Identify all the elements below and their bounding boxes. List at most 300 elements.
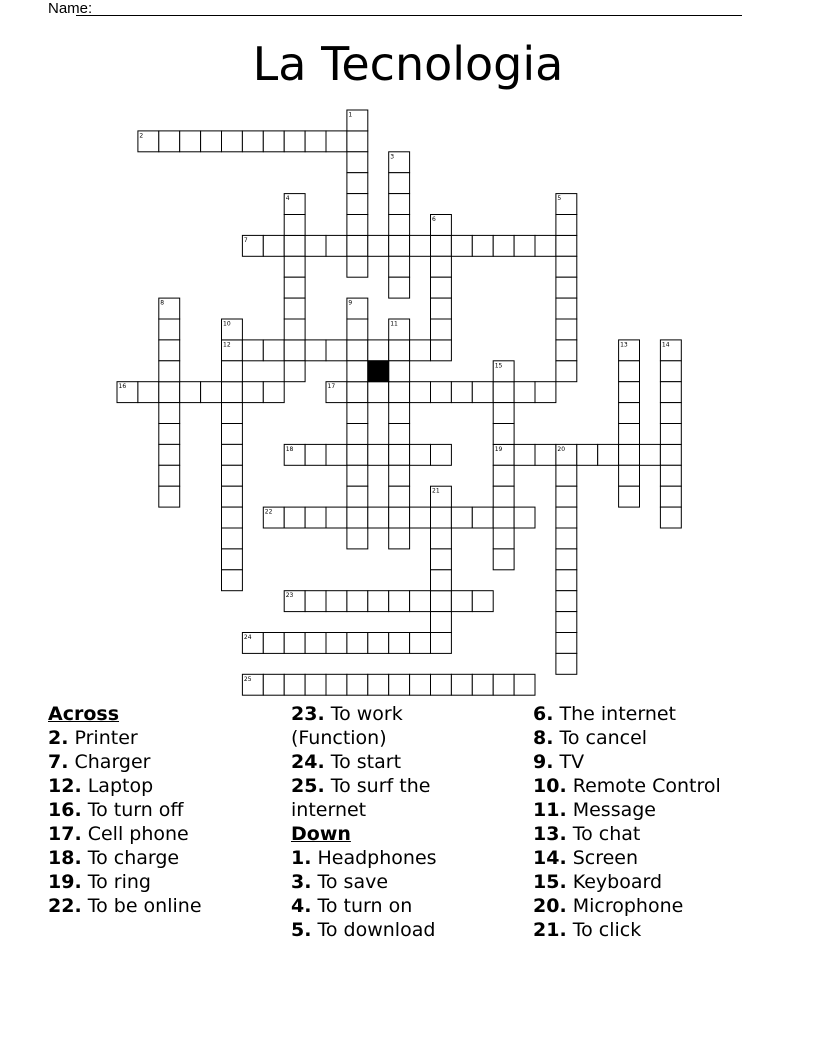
grid-cell[interactable] [347, 444, 368, 465]
grid-cell[interactable] [263, 340, 284, 361]
grid-cell[interactable] [660, 486, 681, 507]
clue-item [291, 702, 491, 750]
grid-cell[interactable] [305, 591, 326, 612]
grid-cell[interactable] [389, 528, 410, 549]
clue-item [48, 846, 278, 870]
grid-cell[interactable] [284, 277, 305, 298]
grid-cell[interactable] [347, 674, 368, 695]
clue-number-label: 8 [160, 299, 165, 307]
grid-cell[interactable] [347, 340, 368, 361]
grid-cell[interactable] [660, 403, 681, 424]
grid-cell[interactable] [619, 486, 640, 507]
grid-cell[interactable] [389, 173, 410, 194]
grid-cell[interactable] [556, 277, 577, 298]
grid-cell[interactable] [326, 235, 347, 256]
clue-number: 20. [533, 895, 567, 917]
grid-cell[interactable] [347, 256, 368, 277]
grid-cell[interactable] [368, 382, 389, 403]
grid-cell[interactable] [159, 131, 180, 152]
grid-cell[interactable] [159, 465, 180, 486]
grid-cell[interactable] [577, 444, 598, 465]
grid-cell[interactable] [347, 194, 368, 215]
grid-cell[interactable] [368, 340, 389, 361]
grid-cell[interactable] [284, 215, 305, 236]
clue-text: To surf the internet [291, 775, 431, 821]
grid-cell[interactable] [660, 444, 681, 465]
clue-text: Microphone [572, 895, 684, 917]
grid-cell[interactable] [472, 507, 493, 528]
grid-cell[interactable] [284, 256, 305, 277]
grid-cell[interactable] [431, 256, 452, 277]
grid-cell[interactable] [389, 403, 410, 424]
grid-cell[interactable] [619, 382, 640, 403]
clue-number: 4. [291, 895, 312, 917]
grid-cell[interactable] [368, 674, 389, 695]
grid-cell[interactable] [660, 382, 681, 403]
grid-cell[interactable] [451, 674, 472, 695]
clue-number: 15. [533, 871, 567, 893]
grid-cell[interactable] [451, 507, 472, 528]
grid-cell[interactable] [493, 465, 514, 486]
grid-cell[interactable] [410, 507, 431, 528]
clue-number: 7. [48, 751, 69, 773]
across-clue-list [48, 726, 278, 918]
grid-cell[interactable] [222, 528, 243, 549]
grid-cell[interactable] [556, 361, 577, 382]
clue-number-label: 2 [139, 132, 144, 140]
clue-item [291, 774, 491, 822]
grid-cell[interactable] [222, 424, 243, 445]
grid-cell[interactable] [493, 424, 514, 445]
grid-cell[interactable] [347, 633, 368, 654]
clue-number: 22. [48, 895, 82, 917]
grid-cell[interactable] [347, 131, 368, 152]
grid-cell[interactable] [410, 674, 431, 695]
grid-cell[interactable] [514, 507, 535, 528]
grid-cell[interactable] [347, 173, 368, 194]
grid-cell[interactable] [556, 507, 577, 528]
clue-text: Charger [74, 751, 151, 773]
grid-cell[interactable] [472, 235, 493, 256]
grid-cell[interactable] [368, 633, 389, 654]
grid-cell[interactable] [640, 444, 661, 465]
grid-cell[interactable] [431, 507, 452, 528]
grid-cell[interactable] [347, 215, 368, 236]
clue-number-label: 14 [661, 341, 670, 349]
grid-cell[interactable] [556, 298, 577, 319]
grid-cell[interactable] [305, 444, 326, 465]
grid-cell[interactable] [222, 507, 243, 528]
grid-cell[interactable] [389, 215, 410, 236]
clue-text: Keyboard [572, 871, 663, 893]
grid-cell[interactable] [347, 235, 368, 256]
grid-cell[interactable] [431, 444, 452, 465]
clue-number-label: 11 [390, 320, 398, 328]
grid-cell[interactable] [431, 382, 452, 403]
grid-cell[interactable] [284, 361, 305, 382]
grid-cell[interactable] [514, 444, 535, 465]
across-clue-list-continued [291, 702, 491, 822]
grid-cell[interactable] [535, 444, 556, 465]
clue-text: TV [559, 751, 585, 773]
grid-cell[interactable] [389, 633, 410, 654]
clue-number-label: 6 [432, 216, 436, 223]
grid-cell[interactable] [389, 591, 410, 612]
grid-cell[interactable] [284, 131, 305, 152]
grid-cell[interactable] [472, 674, 493, 695]
grid-cell[interactable] [556, 570, 577, 591]
grid-cell[interactable] [263, 674, 284, 695]
grid-cell[interactable] [347, 403, 368, 424]
clues-column-1 [48, 702, 278, 918]
grid-cell[interactable] [493, 674, 514, 695]
clue-item [533, 798, 803, 822]
clue-text: Screen [572, 847, 639, 869]
clue-number: 17. [48, 823, 82, 845]
clue-number-label: 18 [285, 445, 294, 453]
clue-number: 3. [291, 871, 312, 893]
grid-cell[interactable] [389, 465, 410, 486]
clue-text: To chat [572, 823, 641, 845]
clue-text: Remote Control [572, 775, 721, 797]
clue-item [533, 774, 803, 798]
grid-cell[interactable] [284, 319, 305, 340]
grid-cell[interactable] [472, 591, 493, 612]
grid-cell[interactable] [431, 549, 452, 570]
clue-number: 2. [48, 727, 69, 749]
clue-text: To turn off [87, 799, 184, 821]
grid-cell[interactable] [222, 486, 243, 507]
grid-cell[interactable] [180, 131, 201, 152]
grid-cell[interactable] [389, 340, 410, 361]
grid-cell[interactable] [431, 298, 452, 319]
clues-column-3 [533, 702, 803, 942]
clue-text: Headphones [317, 847, 437, 869]
clue-number-label: 15 [494, 362, 503, 370]
clue-number: 25. [291, 775, 325, 797]
grid-cell[interactable] [556, 653, 577, 674]
grid-cell[interactable] [410, 382, 431, 403]
grid-cell[interactable] [159, 444, 180, 465]
grid-cell[interactable] [347, 465, 368, 486]
clue-item [533, 822, 803, 846]
clue-text: To cancel [559, 727, 648, 749]
grid-cell[interactable] [284, 340, 305, 361]
page-title: La Tecnologia [252, 37, 564, 91]
clue-number-label: 5 [557, 195, 562, 203]
grid-cell[interactable] [201, 131, 222, 152]
grid-cell[interactable] [263, 131, 284, 152]
grid-cell[interactable] [598, 444, 619, 465]
grid-cell[interactable] [389, 507, 410, 528]
grid-cell[interactable] [389, 194, 410, 215]
grid-cell[interactable] [514, 674, 535, 695]
clue-item [48, 798, 278, 822]
grid-cell[interactable] [242, 382, 263, 403]
clue-text: To turn on [317, 895, 413, 917]
grid-cell[interactable] [556, 612, 577, 633]
grid-cell[interactable] [389, 486, 410, 507]
grid-cell[interactable] [431, 235, 452, 256]
clue-text: Cell phone [87, 823, 189, 845]
grid-cell[interactable] [326, 591, 347, 612]
grid-cell[interactable] [347, 361, 368, 382]
grid-cell[interactable] [305, 340, 326, 361]
grid-cell[interactable] [222, 403, 243, 424]
grid-cell[interactable] [159, 382, 180, 403]
clue-item [291, 918, 491, 942]
grid-cell[interactable] [431, 674, 452, 695]
grid-cell[interactable] [431, 528, 452, 549]
clue-item [533, 750, 803, 774]
grid-cell[interactable] [222, 570, 243, 591]
clue-text: To click [572, 919, 642, 941]
grid-cell[interactable] [556, 235, 577, 256]
grid-cell[interactable] [619, 444, 640, 465]
grid-cell[interactable] [431, 277, 452, 298]
grid-cell[interactable] [556, 256, 577, 277]
grid-cell[interactable] [493, 507, 514, 528]
clue-item [533, 870, 803, 894]
name-label: Name: [48, 0, 93, 17]
grid-cell[interactable] [305, 131, 326, 152]
grid-cell[interactable] [535, 235, 556, 256]
grid-cell[interactable] [222, 361, 243, 382]
grid-cell[interactable] [556, 319, 577, 340]
clue-item [291, 846, 491, 870]
grid-cell[interactable] [660, 465, 681, 486]
clue-number: 21. [533, 919, 567, 941]
clue-number-label: 13 [620, 341, 628, 349]
grid-cell[interactable] [180, 382, 201, 403]
clue-number-label: 4 [285, 195, 290, 203]
grid-cell[interactable] [389, 361, 410, 382]
clue-number: 1. [291, 847, 312, 869]
clue-number: 10. [533, 775, 567, 797]
clue-number: 18. [48, 847, 82, 869]
clue-item [533, 726, 803, 750]
clue-number: 12. [48, 775, 82, 797]
grid-cell[interactable] [556, 528, 577, 549]
grid-cell[interactable] [556, 215, 577, 236]
grid-cell[interactable] [410, 340, 431, 361]
grid-cell[interactable] [347, 591, 368, 612]
clue-number-label: 12 [223, 341, 231, 349]
grid-cell[interactable] [326, 444, 347, 465]
grid-cell[interactable] [493, 235, 514, 256]
grid-cell[interactable] [493, 528, 514, 549]
clue-text: To work (Function) [291, 703, 403, 749]
grid-cell[interactable] [347, 382, 368, 403]
grid-cell[interactable] [410, 591, 431, 612]
grid-cell[interactable] [326, 131, 347, 152]
grid-cell[interactable] [389, 277, 410, 298]
grid-cell[interactable] [660, 361, 681, 382]
grid-cell[interactable] [535, 382, 556, 403]
clue-item [48, 894, 278, 918]
grid-cell[interactable] [159, 403, 180, 424]
clue-item [291, 870, 491, 894]
clue-item [291, 894, 491, 918]
grid-cell[interactable] [284, 235, 305, 256]
grid-cell[interactable] [368, 444, 389, 465]
grid-cell[interactable] [159, 319, 180, 340]
clue-number-label: 20 [557, 445, 566, 453]
clue-number-label: 17 [327, 383, 336, 391]
grid-cell[interactable] [326, 633, 347, 654]
down-heading: Down [291, 823, 351, 845]
clue-number-label: 16 [118, 383, 127, 391]
clue-item [48, 726, 278, 750]
clue-text: To ring [87, 871, 151, 893]
grid-cell[interactable] [159, 424, 180, 445]
grid-cell[interactable] [451, 235, 472, 256]
grid-cell[interactable] [284, 633, 305, 654]
grid-cell[interactable] [493, 486, 514, 507]
grid-cell[interactable] [368, 507, 389, 528]
clue-item [48, 822, 278, 846]
grid-cell[interactable] [305, 633, 326, 654]
grid-cell[interactable] [556, 465, 577, 486]
grid-cell[interactable] [431, 570, 452, 591]
grid-cell[interactable] [660, 507, 681, 528]
grid-cell[interactable] [619, 403, 640, 424]
grid-cell[interactable] [222, 549, 243, 570]
down-clue-list-continued [533, 702, 803, 942]
clue-number-label: 10 [223, 320, 231, 328]
clue-number-label: 1 [348, 111, 353, 119]
clue-item [48, 750, 278, 774]
grid-cell[interactable] [556, 633, 577, 654]
clue-item [533, 894, 803, 918]
clue-number: 23. [291, 703, 325, 725]
clue-number: 11. [533, 799, 567, 821]
blocked-cell [368, 361, 389, 382]
grid-cell[interactable] [347, 319, 368, 340]
grid-cell[interactable] [556, 591, 577, 612]
grid-cell[interactable] [242, 340, 263, 361]
grid-cell[interactable] [514, 235, 535, 256]
clue-text: To be online [87, 895, 202, 917]
grid-cell[interactable] [493, 549, 514, 570]
grid-cell[interactable] [159, 340, 180, 361]
grid-cell[interactable] [347, 486, 368, 507]
grid-cell[interactable] [431, 612, 452, 633]
clue-item [533, 918, 803, 942]
grid-cell[interactable] [389, 256, 410, 277]
grid-cell[interactable] [347, 424, 368, 445]
clue-number-label: 21 [432, 487, 440, 495]
clue-number: 24. [291, 751, 325, 773]
clue-number-label: 23 [285, 592, 294, 600]
grid-cell[interactable] [410, 444, 431, 465]
clue-number: 14. [533, 847, 567, 869]
grid-cell[interactable] [472, 382, 493, 403]
clue-item [48, 774, 278, 798]
clue-text: Message [572, 799, 656, 821]
grid-cell[interactable] [660, 424, 681, 445]
grid-cell[interactable] [389, 674, 410, 695]
clue-number: 9. [533, 751, 554, 773]
grid-cell[interactable] [263, 382, 284, 403]
clue-item [533, 846, 803, 870]
grid-cell[interactable] [222, 382, 243, 403]
grid-cell[interactable] [619, 361, 640, 382]
grid-cell[interactable] [222, 465, 243, 486]
grid-cell[interactable] [368, 235, 389, 256]
grid-cell[interactable] [389, 382, 410, 403]
grid-cell[interactable] [493, 382, 514, 403]
grid-cell[interactable] [556, 486, 577, 507]
grid-cell[interactable] [389, 235, 410, 256]
grid-cell[interactable] [159, 361, 180, 382]
grid-cell[interactable] [410, 235, 431, 256]
clue-number: 8. [533, 727, 554, 749]
grid-cell[interactable] [556, 340, 577, 361]
grid-cell[interactable] [138, 382, 159, 403]
clue-number: 19. [48, 871, 82, 893]
clue-text: Printer [74, 727, 138, 749]
grid-cell[interactable] [389, 424, 410, 445]
grid-cell[interactable] [368, 591, 389, 612]
grid-cell[interactable] [431, 340, 452, 361]
grid-cell[interactable] [431, 319, 452, 340]
grid-cell[interactable] [493, 403, 514, 424]
grid-cell[interactable] [284, 507, 305, 528]
grid-cell[interactable] [410, 633, 431, 654]
grid-cell[interactable] [159, 486, 180, 507]
clue-text: To charge [87, 847, 180, 869]
grid-cell[interactable] [242, 131, 263, 152]
grid-cell[interactable] [451, 591, 472, 612]
clue-text: To download [317, 919, 436, 941]
down-clue-list [291, 846, 491, 942]
grid-cell[interactable] [305, 674, 326, 695]
grid-cell[interactable] [619, 424, 640, 445]
grid-cell[interactable] [263, 633, 284, 654]
grid-cell[interactable] [284, 298, 305, 319]
clue-number-label: 9 [348, 299, 353, 307]
clue-number: 13. [533, 823, 567, 845]
grid-cell[interactable] [305, 235, 326, 256]
grid-cell[interactable] [619, 465, 640, 486]
clue-text: To start [330, 751, 402, 773]
clue-text: The internet [559, 703, 676, 725]
clues-column-2 [291, 702, 491, 942]
grid-cell[interactable] [347, 152, 368, 173]
grid-cell[interactable] [284, 674, 305, 695]
grid-cell[interactable] [431, 633, 452, 654]
clue-number-label: 22 [264, 508, 273, 516]
clue-number: 5. [291, 919, 312, 941]
grid-cell[interactable] [431, 591, 452, 612]
grid-cell[interactable] [201, 382, 222, 403]
grid-cell[interactable] [222, 444, 243, 465]
grid-cell[interactable] [326, 507, 347, 528]
grid-cell[interactable] [451, 382, 472, 403]
grid-cell[interactable] [347, 507, 368, 528]
grid-cell[interactable] [326, 340, 347, 361]
grid-cell[interactable] [305, 507, 326, 528]
grid-cell[interactable] [222, 131, 243, 152]
grid-cell[interactable] [326, 674, 347, 695]
grid-cell[interactable] [556, 549, 577, 570]
grid-cell[interactable] [389, 444, 410, 465]
grid-cell[interactable] [347, 528, 368, 549]
grid-cell[interactable] [263, 235, 284, 256]
clue-number-label: 25 [243, 675, 252, 683]
grid-cell[interactable] [514, 382, 535, 403]
